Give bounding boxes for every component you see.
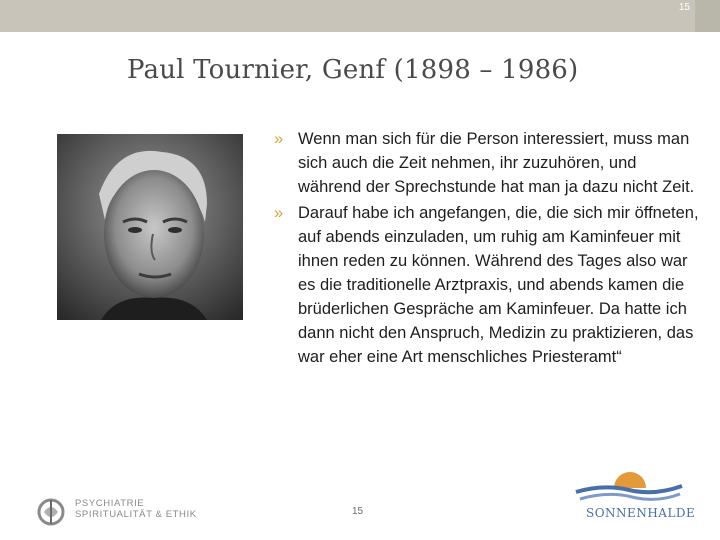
psychiatrie-logo (35, 496, 225, 528)
sonnenhalde-wordmark: SONNENHALDE (586, 506, 696, 520)
corner-slide-number: 15 (678, 2, 690, 13)
bullet-text: Darauf habe ich angefangen, die, die sich mir öffneten, auf abends einzuladen, um ruhig am Kaminfeuer mit ihnen reden zu können. Während des Tages also war es die traditionelle Arztpraxis, und abends kamen die brüderlichen Gespräche am Kaminfeuer. Da hatte ich dann nicht den Anspruch, Medizin zu praktizieren, das war eher eine Art menschliches Priesteramt“ (298, 204, 699, 366)
portrait-photo (57, 134, 243, 320)
psychiatrie-logo-icon (35, 496, 69, 528)
slide-title: Paul Tournier, Genf (1898 – 1986) (127, 55, 579, 85)
top-bar (0, 0, 720, 32)
bullet-marker: » (274, 204, 284, 222)
page-number: 15 (352, 506, 364, 517)
bullet-item (274, 127, 704, 199)
logo-line-2: SPIRITUALITÄT & ETHIK (75, 509, 197, 520)
portrait-image (57, 134, 243, 320)
bullet-text: Wenn man sich für die Person interessiert, muss man sich auch die Zeit nehmen, ihr zuzuhören, und während der Sprechstunde hat man ja dazu nicht Zeit. (298, 130, 695, 196)
logo-line-1: PSYCHIATRIE (75, 498, 145, 509)
sonnenhalde-logo-icon (574, 466, 684, 506)
top-bar-accent (695, 0, 720, 32)
sonnenhalde-logo (574, 466, 696, 528)
bullet-list (274, 127, 704, 371)
bullet-marker: » (274, 130, 284, 148)
bullet-item (274, 201, 704, 369)
